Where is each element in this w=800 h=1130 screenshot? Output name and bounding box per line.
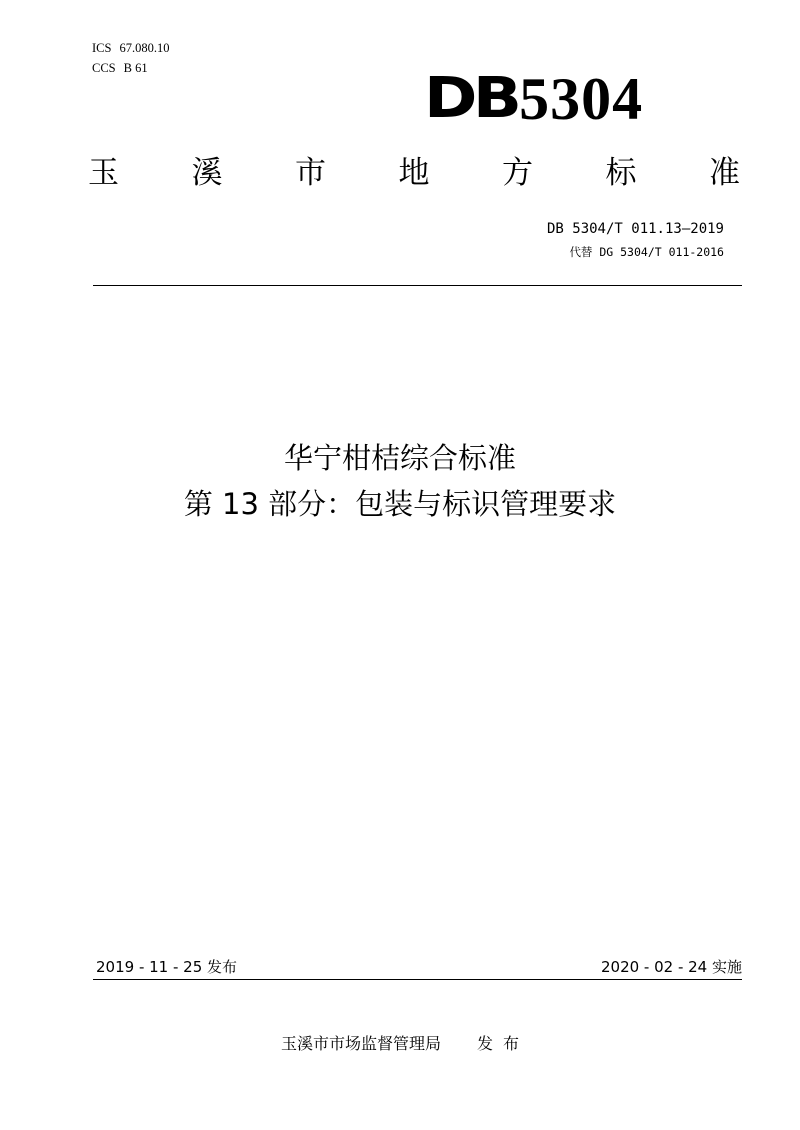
title-line-2: 第 13 部分：包装与标识管理要求 xyxy=(183,487,617,521)
standard-type-char: 地 xyxy=(398,155,430,191)
standard-type-char: 溪 xyxy=(191,155,223,191)
classification-codes xyxy=(92,38,169,78)
ccs-row xyxy=(92,58,169,78)
logo-prefix: DB xyxy=(424,66,518,131)
ccs-code: B 61 xyxy=(123,61,148,75)
ccs-label: CCS xyxy=(92,61,116,75)
bottom-divider xyxy=(93,979,742,980)
standard-type-char: 方 xyxy=(502,155,533,191)
standard-type-char: 标 xyxy=(605,155,637,191)
logo-number: 5304 xyxy=(519,66,644,132)
replaces-note: 代替 DG 5304/T 011-2016 xyxy=(569,245,724,259)
implement-date: 2020 - 02 - 24 实施 xyxy=(600,958,742,976)
publisher-action: 发布 xyxy=(477,1034,530,1053)
standard-logo xyxy=(424,68,643,130)
publisher-line xyxy=(0,1032,800,1056)
standard-type-heading xyxy=(88,150,740,196)
standard-type-char: 准 xyxy=(709,155,740,191)
standard-type-char: 玉 xyxy=(88,155,119,191)
ics-label: ICS xyxy=(92,41,112,55)
document-title xyxy=(0,435,800,527)
ics-code: 67.080.10 xyxy=(119,41,170,55)
top-divider xyxy=(93,285,742,286)
ics-row xyxy=(92,38,169,58)
title-line-1: 华宁柑桔综合标准 xyxy=(283,441,516,475)
publish-date: 2019 - 11 - 25 发布 xyxy=(96,958,238,976)
standard-type-char: 市 xyxy=(295,155,326,191)
publisher-name: 玉溪市市场监督管理局 xyxy=(280,1034,441,1053)
standard-number: DB 5304/T 011.13—2019 xyxy=(546,221,724,237)
